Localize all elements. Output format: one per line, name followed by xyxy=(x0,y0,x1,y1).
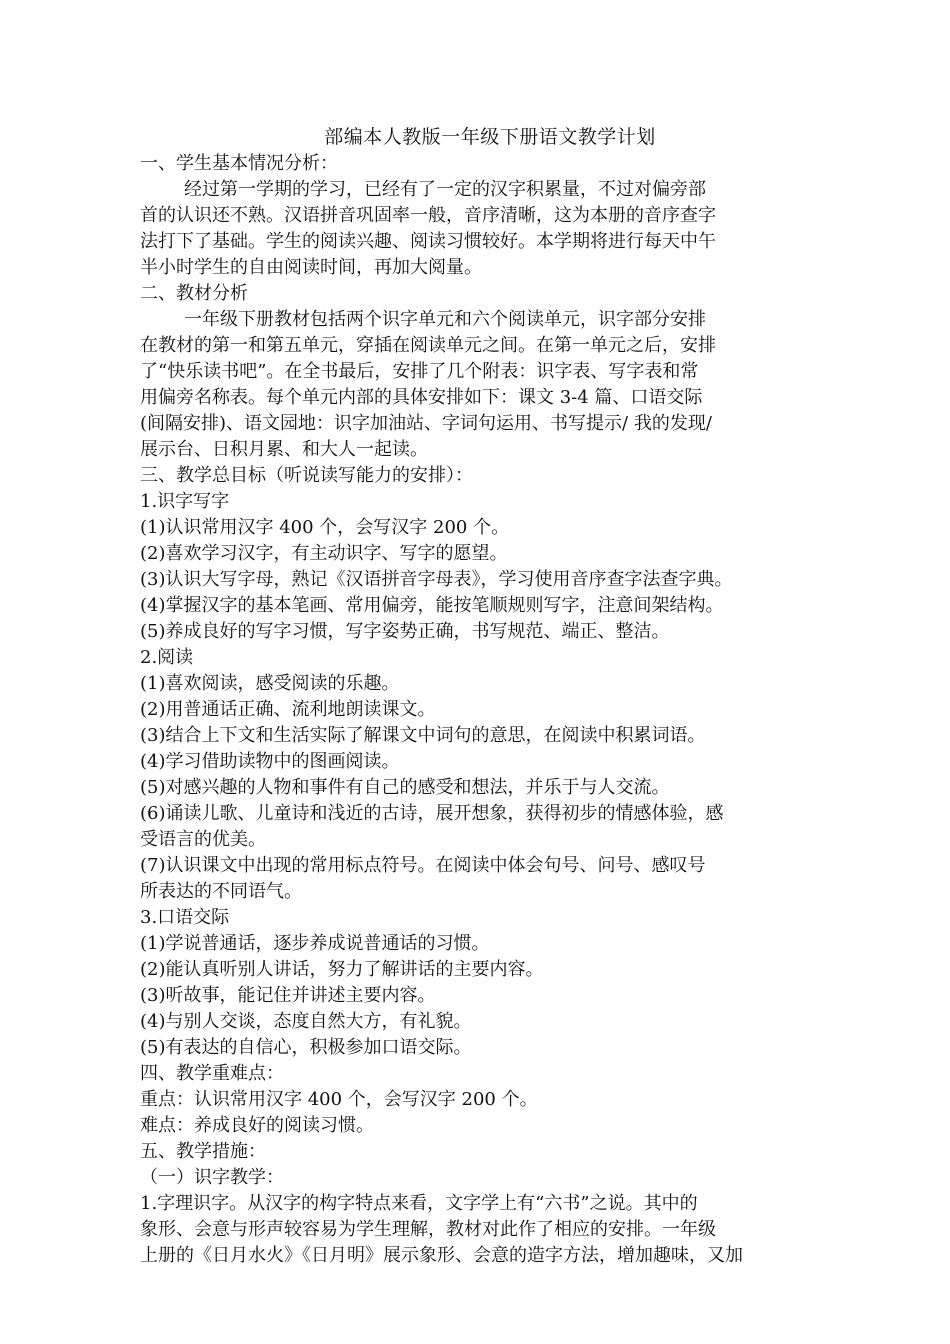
text-line: (5)有表达的自信心，积极参加口语交际。 xyxy=(140,1037,472,1058)
text-line: (2)能认真听别人讲话，努力了解讲话的主要内容。 xyxy=(140,959,544,980)
text-line: (1)认识常用汉字 400 个，会写汉字 200 个。 xyxy=(140,517,510,538)
text-line: 二、教材分析 xyxy=(140,283,248,304)
text-line: 三、教学总目标（听说读写能力的安排）： xyxy=(140,465,473,486)
document-title: 部编本人教版一年级下册语文教学计划 xyxy=(324,126,656,148)
document-body xyxy=(140,124,840,1269)
text-line: 重点：认识常用汉字 400 个，会写汉字 200 个。 xyxy=(140,1089,538,1110)
text-line: (4)与别人交谈，态度自然大方，有礼貌。 xyxy=(140,1011,472,1032)
text-line: 一年级下册教材包括两个识字单元和六个阅读单元，识字部分安排 xyxy=(184,309,706,330)
text-line: 难点：养成良好的阅读习惯。 xyxy=(140,1115,374,1136)
text-line: (3)结合上下文和生活实际了解课文中词句的意思，在阅读中积累词语。 xyxy=(140,725,706,746)
text-line: 3.口语交际 xyxy=(140,907,230,928)
text-line: 法打下了基础。学生的阅读兴趣、阅读习惯较好。本学期将进行每天中午 xyxy=(140,231,716,252)
text-line: 首的认识还不熟。汉语拼音巩固率一般，音序清晰，这为本册的音序查字 xyxy=(140,205,716,226)
text-line: (4)掌握汉字的基本笔画、常用偏旁，能按笔顺规则写字，注意间架结构。 xyxy=(140,595,724,616)
text-line: (5)养成良好的写字习惯，写字姿势正确，书写规范、端正、整洁。 xyxy=(140,621,670,642)
text-line: 1.字理识字。从汉字的构字特点来看，文字学上有“六书”之说。其中的 xyxy=(140,1193,698,1214)
text-line: (1)喜欢阅读，感受阅读的乐趣。 xyxy=(140,673,400,694)
text-line: 在教材的第一和第五单元，穿插在阅读单元之间。在第一单元之后，安排 xyxy=(140,335,716,356)
text-line: 一、学生基本情况分析： xyxy=(140,153,338,174)
text-line: (3)认识大写字母，熟记《汉语拼音字母表》，学习使用音序查字法查字典。 xyxy=(140,569,733,590)
text-line: (3)听故事，能记住并讲述主要内容。 xyxy=(140,985,436,1006)
text-line: 五、教学措施： xyxy=(140,1141,266,1162)
text-line: (4)学习借助读物中的图画阅读。 xyxy=(140,751,400,772)
text-line: (6)诵读儿歌、儿童诗和浅近的古诗，展开想象，获得初步的情感体验，感 xyxy=(140,803,724,824)
text-line: 了“快乐读书吧”。在全书最后，安排了几个附表：识字表、写字表和常 xyxy=(140,361,699,382)
text-line: 经过第一学期的学习，已经有了一定的汉字积累量，不过对偏旁部 xyxy=(184,179,706,200)
text-line: (1)学说普通话，逐步养成说普通话的习惯。 xyxy=(140,933,490,954)
text-line: 受语言的优美。 xyxy=(140,829,266,850)
document-lines xyxy=(140,151,840,1269)
text-line: （一）识字教学： xyxy=(140,1167,284,1188)
text-line: 所表达的不同语气。 xyxy=(140,881,302,902)
text-line: 用偏旁名称表。每个单元内部的具体安排如下：课文 3-4 篇、口语交际 xyxy=(140,387,703,408)
text-line: (间隔安排)、语文园地：识字加油站、字词句运用、书写提示/ 我的发现/ xyxy=(140,413,712,434)
text-line: 2.阅读 xyxy=(140,647,194,668)
text-line: 象形、会意与形声较容易为学生理解，教材对此作了相应的安排。一年级 xyxy=(140,1219,716,1240)
text-line: (2)用普通话正确、流利地朗读课文。 xyxy=(140,699,436,720)
text-line: (7)认识课文中出现的常用标点符号。在阅读中体会句号、问号、感叹号 xyxy=(140,855,706,876)
text-line: (5)对感兴趣的人物和事件有自己的感受和想法，并乐于与人交流。 xyxy=(140,777,670,798)
text-line: 上册的《日月水火》《日月明》展示象形、会意的造字方法，增加趣味，又加 xyxy=(140,1245,743,1266)
text-line: 展示台、日积月累、和大人一起读。 xyxy=(140,439,428,460)
text-line: 半小时学生的自由阅读时间，再加大阅量。 xyxy=(140,257,482,278)
text-line: 四、教学重难点： xyxy=(140,1063,284,1084)
text-line: (2)喜欢学习汉字，有主动识字、写字的愿望。 xyxy=(140,543,508,564)
text-line: 1.识字写字 xyxy=(140,491,230,512)
